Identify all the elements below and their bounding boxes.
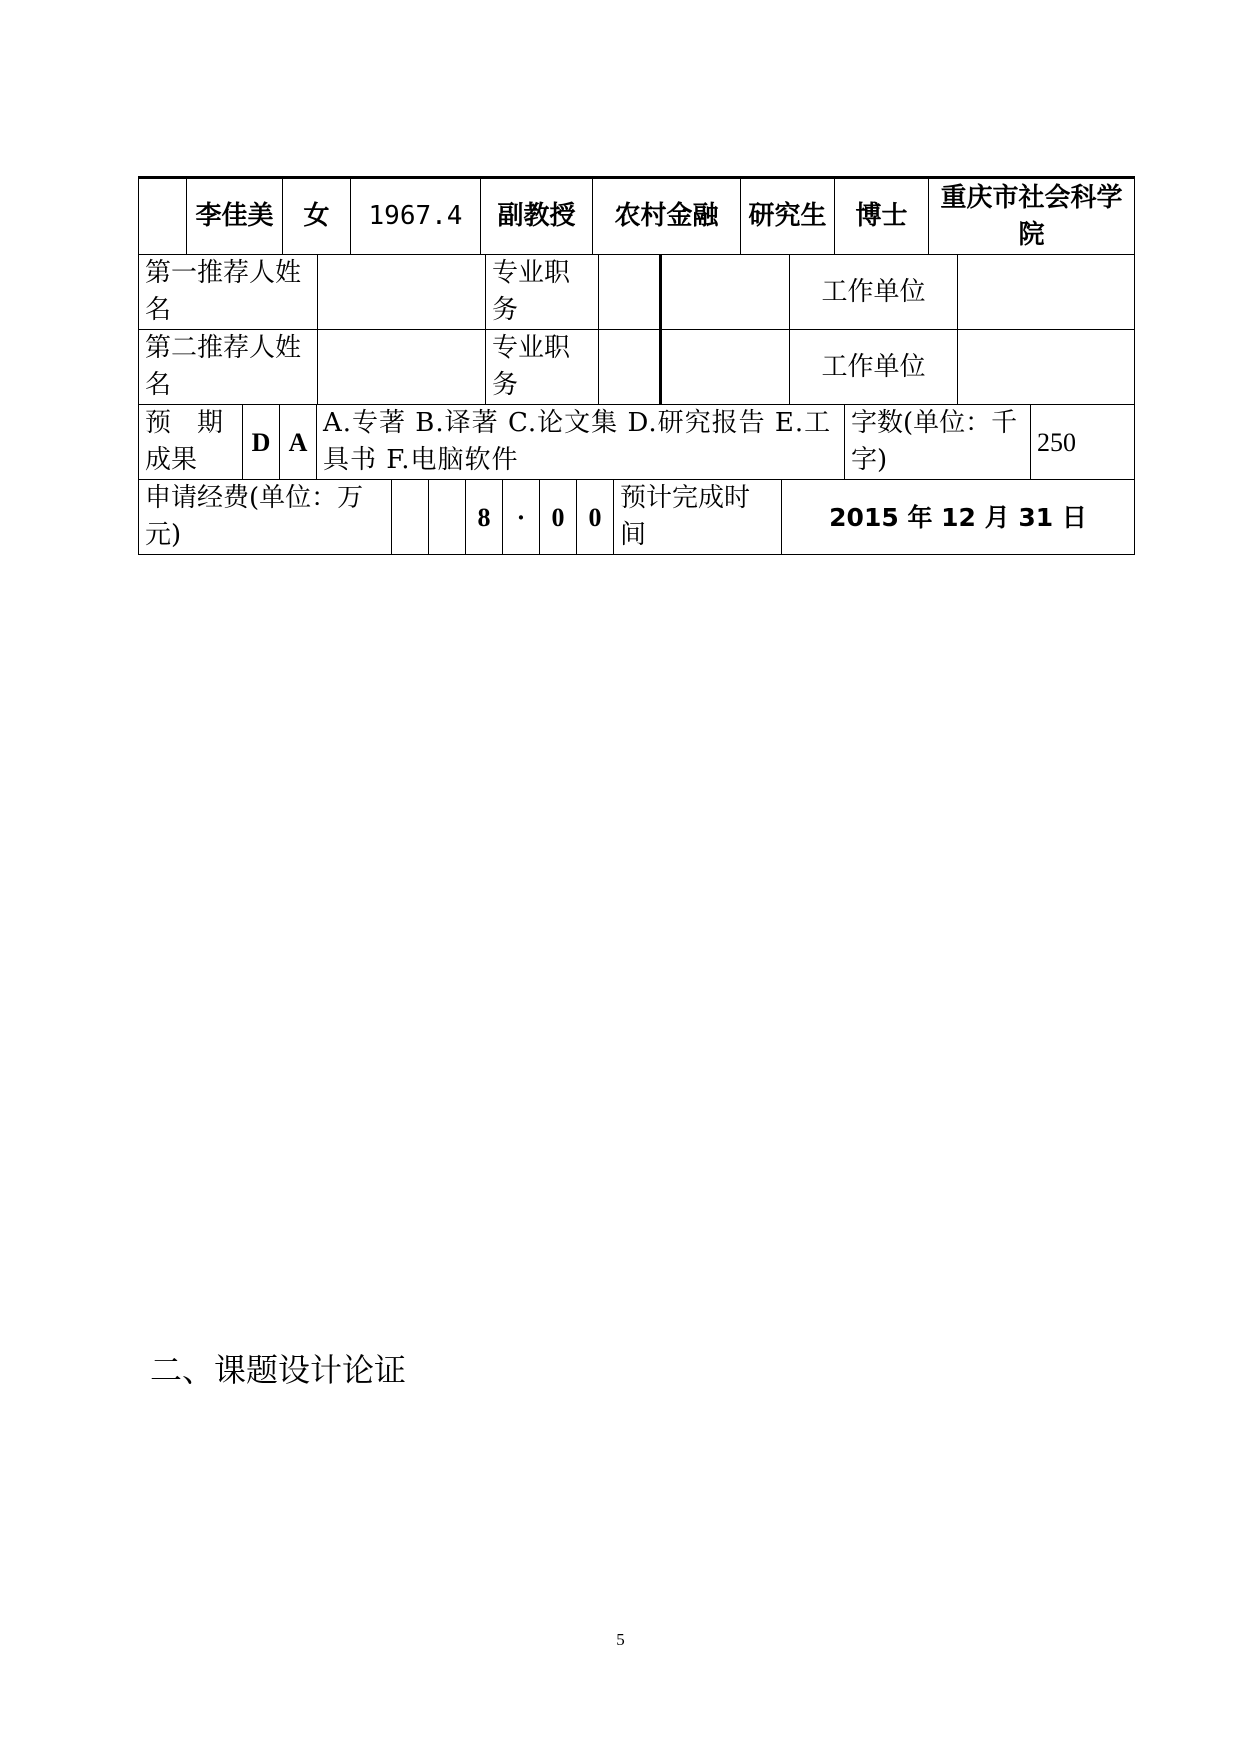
recommender-2-org-label: 工作单位	[790, 330, 958, 405]
word-count-label: 字数(单位：千字)	[845, 405, 1031, 480]
funding-digit-6: 0	[577, 480, 614, 555]
expected-results-code-2: A	[280, 405, 317, 480]
applicant-row	[138, 176, 1135, 255]
funding-digit-5: 0	[540, 480, 577, 555]
recommender-2-row	[138, 330, 1135, 405]
funding-label: 申请经费(单位：万元)	[139, 480, 392, 555]
page-number: 5	[616, 1630, 625, 1649]
expected-results-label: 预 期成果	[139, 405, 243, 480]
applicant-gender: 女	[283, 178, 351, 255]
recommender-1-org-label: 工作单位	[790, 255, 958, 330]
funding-row	[138, 480, 1135, 555]
word-count-value: 250	[1031, 405, 1135, 480]
funding-digit-3: 8	[466, 480, 503, 555]
applicant-field: 农村金融	[593, 178, 741, 255]
funding-digit-4: ·	[503, 480, 540, 555]
expected-results-row	[138, 405, 1135, 480]
recommender-1-name-value	[318, 255, 486, 330]
application-form-table	[138, 176, 1134, 555]
recommender-2-name-value	[318, 330, 486, 405]
recommender-1-org-value	[958, 255, 1135, 330]
applicant-education: 研究生	[741, 178, 835, 255]
section-heading: 二、课题设计论证	[150, 1351, 407, 1389]
expected-results-options: A.专著 B.译著 C.论文集 D.研究报告 E.工具书 F.电脑软件	[317, 405, 845, 480]
recommender-2-title-label: 专业职务	[486, 330, 599, 405]
funding-digit-1	[392, 480, 429, 555]
recommender-2-org-value	[958, 330, 1135, 405]
empty-cell	[139, 178, 187, 255]
recommender-1-title-value-a	[599, 255, 661, 330]
applicant-title: 副教授	[481, 178, 593, 255]
applicant-degree: 博士	[835, 178, 929, 255]
expected-results-code-1: D	[243, 405, 280, 480]
recommender-1-title-value-b	[661, 255, 790, 330]
recommender-2-label: 第二推荐人姓名	[139, 330, 318, 405]
completion-value: 2015 年 12 月 31 日	[782, 480, 1135, 555]
recommender-1-title-label: 专业职务	[486, 255, 599, 330]
recommender-2-title-value-a	[599, 330, 661, 405]
applicant-birth: 1967.4	[351, 178, 481, 255]
applicant-name: 李佳美	[187, 178, 283, 255]
recommender-1-label: 第一推荐人姓名	[139, 255, 318, 330]
completion-label: 预计完成时间	[614, 480, 782, 555]
funding-digit-2	[429, 480, 466, 555]
applicant-organization: 重庆市社会科学院	[929, 178, 1135, 255]
recommender-2-title-value-b	[661, 330, 790, 405]
recommender-1-row	[138, 255, 1135, 330]
